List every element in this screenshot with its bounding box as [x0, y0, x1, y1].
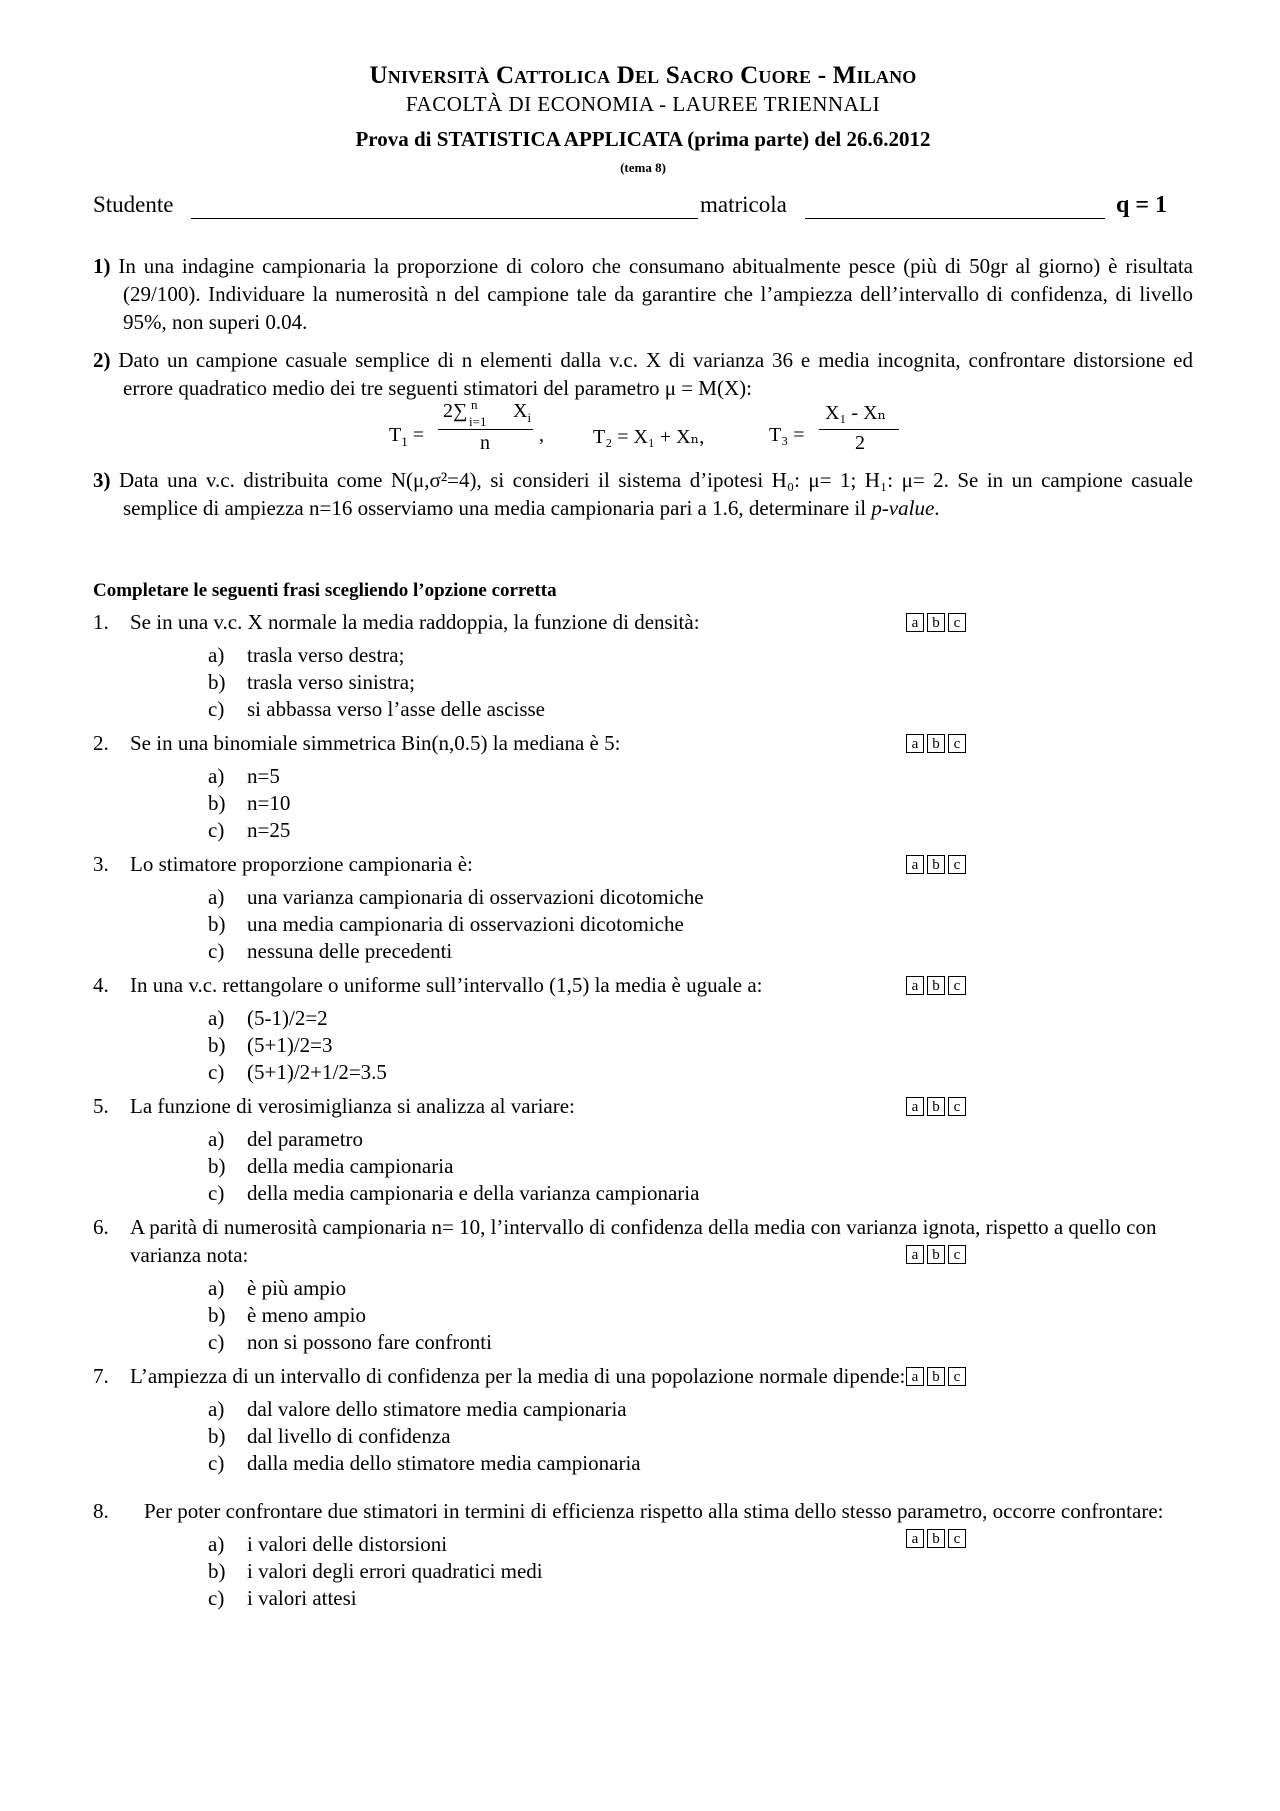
option-text: (5+1)/2=3: [247, 1033, 333, 1057]
answer-boxes: [906, 1367, 966, 1386]
answer-boxes: [906, 976, 966, 995]
option-text: trasla verso destra;: [247, 643, 405, 667]
estimators-formula: [93, 397, 1193, 464]
problem-number: 2): [93, 348, 111, 372]
option-letter: b): [208, 670, 226, 694]
option-c: [208, 1585, 1193, 1612]
question-text: La funzione di verosimiglianza si analizza al variare:: [130, 1094, 575, 1118]
problem-1: [93, 252, 1193, 336]
q-label: q = 1: [1116, 192, 1168, 218]
question-3: [93, 850, 1193, 965]
option-text: (5+1)/2+1/2=3.5: [247, 1060, 387, 1084]
answer-box-c[interactable]: c: [948, 1245, 966, 1264]
option-text: del parametro: [247, 1127, 364, 1151]
option-c: [208, 1059, 1193, 1086]
option-b: [208, 1423, 1193, 1450]
question-options: [93, 763, 1193, 844]
question-7: [93, 1362, 1193, 1477]
option-letter: b): [208, 1033, 226, 1057]
option-letter: c): [208, 1586, 225, 1610]
p-value-term: p-value: [871, 496, 935, 520]
option-c: [208, 1329, 1193, 1356]
option-letter: a): [208, 643, 225, 667]
option-text: una varianza campionaria di osservazioni dicotomiche: [247, 885, 704, 909]
answer-box-b[interactable]: b: [927, 1097, 945, 1116]
question-text: L’ampiezza di un intervallo di confidenza per la media di una popolazione normale dipende:: [130, 1364, 906, 1388]
answer-box-c[interactable]: c: [948, 855, 966, 874]
question-number: 3.: [93, 852, 109, 876]
option-text: dal livello di confidenza: [247, 1424, 451, 1448]
matricola-label: matricola: [700, 192, 787, 217]
option-letter: a): [208, 885, 225, 909]
option-a: [208, 1005, 1193, 1032]
question-options: [93, 1126, 1193, 1207]
question-options: [93, 884, 1193, 965]
answer-box-c[interactable]: c: [948, 734, 966, 753]
answer-box-a[interactable]: a: [906, 1097, 924, 1116]
question-text: Se in una v.c. X normale la media raddoppia, la funzione di densità:: [130, 610, 700, 634]
option-letter: b): [208, 1303, 226, 1327]
answer-boxes: [906, 613, 966, 632]
option-letter: c): [208, 818, 225, 842]
question-options: [93, 1005, 1193, 1086]
exam-title: Prova di STATISTICA APPLICATA (prima parte) del 26.6.2012: [355, 127, 931, 151]
question-1: [93, 608, 1193, 723]
answer-box-c[interactable]: c: [948, 1529, 966, 1548]
option-b: [208, 911, 1193, 938]
question-number: 2.: [93, 731, 109, 755]
student-name-field[interactable]: [191, 218, 698, 219]
option-letter: b): [208, 912, 226, 936]
answer-box-b[interactable]: b: [927, 734, 945, 753]
answer-box-b[interactable]: b: [927, 1245, 945, 1264]
t3-denominator: 2: [855, 432, 865, 454]
exam-tema: (tema 8): [620, 160, 666, 175]
t1-sum-upper: n: [471, 397, 478, 412]
problem-number: 3): [93, 468, 111, 492]
matricola-field[interactable]: [805, 218, 1105, 219]
question-2: [93, 729, 1193, 844]
answer-box-c[interactable]: c: [948, 1097, 966, 1116]
option-letter: a): [208, 1127, 225, 1151]
problem-number: 1): [93, 254, 111, 278]
answer-boxes: [906, 734, 966, 753]
answer-box-a[interactable]: a: [906, 1367, 924, 1386]
problem-2: [93, 346, 1193, 402]
option-b: [208, 790, 1193, 817]
question-options: [93, 642, 1193, 723]
problems: [93, 252, 1193, 522]
t3-label: T₃ =: [769, 424, 805, 446]
t1-xi: $X_i$: [513, 400, 532, 425]
question-options: [93, 1396, 1193, 1477]
option-text: si abbassa verso l’asse delle ascisse: [247, 697, 545, 721]
option-a: [208, 1396, 1193, 1423]
question-8: [93, 1497, 1193, 1612]
answer-box-a[interactable]: a: [906, 734, 924, 753]
option-text: (5-1)/2=2: [247, 1006, 328, 1030]
question-4: [93, 971, 1193, 1086]
question-head: [93, 1213, 1193, 1269]
option-text: n=5: [247, 764, 280, 788]
section-title: Completare le seguenti frasi scegliendo l’opzione corretta: [93, 580, 557, 601]
option-c: [208, 938, 1193, 965]
answer-box-b[interactable]: b: [927, 1367, 945, 1386]
option-c: [208, 1180, 1193, 1207]
option-letter: c): [208, 1181, 225, 1205]
faculty-name: FACOLTÀ DI ECONOMIA - LAUREE TRIENNALI: [405, 92, 881, 116]
option-a: [208, 642, 1193, 669]
option-text: i valori attesi: [247, 1586, 357, 1610]
option-letter: c): [208, 697, 225, 721]
option-text: dalla media dello stimatore media campionaria: [247, 1451, 641, 1475]
option-letter: b): [208, 1154, 226, 1178]
option-letter: c): [208, 939, 225, 963]
option-letter: c): [208, 1060, 225, 1084]
answer-box-b[interactable]: b: [927, 613, 945, 632]
option-letter: a): [208, 1006, 225, 1030]
problem-text: Dato un campione casuale semplice di n elementi dalla v.c. X di varianza 36 e media incognita, confrontare distorsione ed errore quadratico medio dei tre seguenti stimatori del parametro μ = M(X):: [118, 348, 1194, 400]
option-text: i valori degli errori quadratici medi: [247, 1559, 543, 1583]
question-options: [93, 1531, 1193, 1612]
question-head: [93, 850, 1193, 878]
t1-numerator: 2∑: [443, 400, 468, 422]
exam-page: [93, 62, 1193, 1612]
option-letter: b): [208, 1424, 226, 1448]
option-text: è più ampio: [247, 1276, 347, 1300]
answer-box-c[interactable]: c: [948, 1367, 966, 1386]
question-number: 7.: [93, 1364, 109, 1388]
question-number: 6.: [93, 1215, 109, 1239]
option-c: [208, 817, 1193, 844]
questions-list: [93, 608, 1193, 1612]
option-text: dal valore dello stimatore media campionaria: [247, 1397, 627, 1421]
answer-boxes: [906, 1245, 966, 1264]
answer-box-c[interactable]: c: [948, 976, 966, 995]
option-text: i valori delle distorsioni: [247, 1532, 448, 1556]
answer-box-c[interactable]: c: [948, 613, 966, 632]
t1-fraction-bar: [438, 429, 533, 430]
student-row: [93, 192, 1193, 226]
answer-box-a[interactable]: a: [906, 855, 924, 874]
option-letter: b): [208, 1559, 226, 1583]
question-number: 1.: [93, 610, 109, 634]
option-letter: a): [208, 1276, 225, 1300]
option-text: della media campionaria: [247, 1154, 454, 1178]
option-b: [208, 1558, 1193, 1585]
university-name: Università Cattolica Del Sacro Cuore - Milano: [369, 62, 917, 89]
problem-3: 3) Data una v.c. distribuita come N(μ,σ²=4), si consideri il sistema d’ipotesi H₀: μ= 1; H₁: μ= 2. Se in un campione casuale semplice di ampiezza n=16 osserviamo una media campionaria pari a 1.6, determinare il p-value.: [93, 468, 1193, 520]
answer-box-b[interactable]: b: [927, 976, 945, 995]
option-b: [208, 1032, 1193, 1059]
question-number: 4.: [93, 973, 109, 997]
option-text: è meno ampio: [247, 1303, 366, 1327]
student-label: Studente: [93, 192, 174, 217]
question-number: 5.: [93, 1094, 109, 1118]
answer-boxes: [906, 1097, 966, 1116]
question-text: Lo stimatore proporzione campionaria è:: [130, 852, 473, 876]
option-text: una media campionaria di osservazioni dicotomiche: [247, 912, 684, 936]
t1-denominator: n: [480, 432, 490, 454]
answer-boxes: [906, 855, 966, 874]
question-head: [93, 608, 1193, 636]
option-text: nessuna delle precedenti: [247, 939, 453, 963]
question-head: [93, 1092, 1193, 1120]
t1-sum-lower: i=1: [469, 414, 487, 429]
t3-fraction-bar: [819, 429, 899, 430]
answer-box-a[interactable]: a: [906, 976, 924, 995]
option-text: n=25: [247, 818, 291, 842]
option-a: [208, 1126, 1193, 1153]
question-text: Se in una binomiale simmetrica Bin(n,0.5) la mediana è 5:: [130, 731, 621, 755]
option-letter: a): [208, 764, 225, 788]
option-c: [208, 696, 1193, 723]
option-text: n=10: [247, 791, 291, 815]
t1-label: $T_1$ =: [389, 424, 424, 449]
question-head: [93, 971, 1193, 999]
option-b: [208, 1153, 1193, 1180]
option-a: [208, 1531, 1193, 1558]
exam-header: [93, 62, 1193, 176]
option-letter: c): [208, 1330, 225, 1354]
option-text: trasla verso sinistra;: [247, 670, 415, 694]
question-text: In una v.c. rettangolare o uniforme sull’intervallo (1,5) la media è uguale a:: [130, 973, 763, 997]
option-a: [208, 1275, 1193, 1302]
option-a: [208, 884, 1193, 911]
question-5: [93, 1092, 1193, 1207]
answer-box-b[interactable]: b: [927, 1529, 945, 1548]
question-text: Per poter confrontare due stimatori in termini di efficienza rispetto alla stima dello stesso parametro, occorre confrontare:: [144, 1499, 1164, 1523]
answer-box-a[interactable]: a: [906, 1245, 924, 1264]
option-letter: b): [208, 791, 226, 815]
question-head: [93, 729, 1193, 757]
answer-box-a[interactable]: a: [906, 613, 924, 632]
t3-numerator: X₁ - Xₙ: [825, 402, 887, 424]
answer-box-b[interactable]: b: [927, 855, 945, 874]
option-letter: c): [208, 1451, 225, 1475]
question-number: 8.: [93, 1499, 109, 1523]
problem-text: In una indagine campionaria la proporzione di coloro che consumano abitualmente pesce (più di 50gr al giorno) è risultata (29/100). Individuare la numerosità n del campione tale da garantire che l’ampiezza dell’intervallo di confidenza, di livello 95%, non superi 0.04.: [118, 254, 1194, 334]
option-text: non si possono fare confronti: [247, 1330, 492, 1354]
option-b: [208, 1302, 1193, 1329]
problem-text: Data una v.c. distribuita come N(μ,σ²=4), si consideri il sistema d’ipotesi H₀: μ= 1; H₁: μ= 2. Se in un campione casuale semplice di ampiezza n=16 osserviamo una media campionaria pari a 1.6, determinare il: [118, 468, 1193, 520]
option-b: [208, 669, 1193, 696]
question-text: A parità di numerosità campionaria n= 10, l’intervallo di confidenza della media con varianza ignota, rispetto a quello con varianza nota:: [130, 1215, 1157, 1267]
option-letter: a): [208, 1397, 225, 1421]
question-6: [93, 1213, 1193, 1356]
option-letter: a): [208, 1532, 225, 1556]
option-c: [208, 1450, 1193, 1477]
option-text: della media campionaria e della varianza campionaria: [247, 1181, 700, 1205]
question-head: [93, 1362, 1193, 1390]
answer-box-a[interactable]: a: [906, 1529, 924, 1548]
question-options: [93, 1275, 1193, 1356]
t1-comma: ,: [539, 424, 544, 446]
option-a: [208, 763, 1193, 790]
t2-formula: T₂ = X₁ + Xₙ,: [593, 426, 705, 448]
